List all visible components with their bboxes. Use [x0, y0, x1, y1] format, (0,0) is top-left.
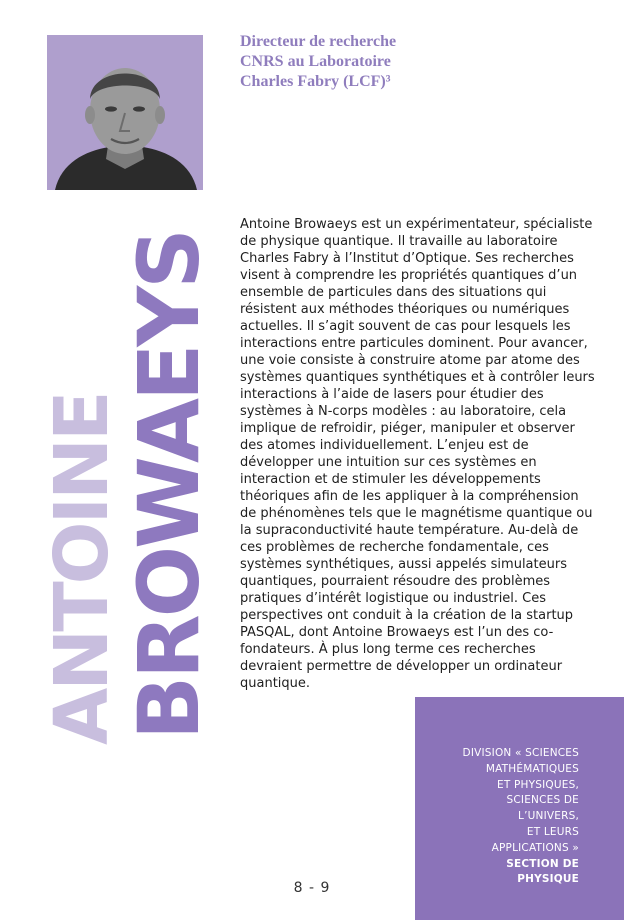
division-line: MATHÉMATIQUES	[485, 762, 579, 775]
division-line: L’UNIVERS,	[518, 810, 579, 823]
portrait-illustration	[47, 35, 203, 190]
section-line: PHYSIQUE	[517, 873, 579, 886]
first-name-vertical: ANTOINE	[39, 393, 125, 745]
job-title-line-3: Charles Fabry (LCF)³	[240, 73, 391, 90]
last-name-vertical: BROWAEYS	[120, 231, 218, 740]
job-title-line-2: CNRS au Laboratoire	[240, 53, 391, 70]
biography-text: Antoine Browaeys est un expérimentateur, spécialiste de physique quantique. Il travaille au laboratoire Charles Fabry à l’Institut d’Optique. Ses recherches visent à comprendre les propriétés quantiques d’un ensemble de particules dans des situations qui résistent aux méthodes théoriques ou numériques actuelles. Il s’agit souvent de cas pour lesquels les interactions entre particules dominent. Pour avancer, une voie consiste à construire atome par atome des systèmes quantiques synthétiques et à contrôler leurs interactions à l’aide de lasers pour étudier des systèmes à N-corps modèles : au laboratoire, cela implique de refroidir, piéger, manipuler et observer des atomes individuellement. L’enjeu est de développer une intuition sur ces systèmes en interaction et de stimuler les développements théoriques afin de les appliquer à la compréhension de phénomènes tels que le magnétisme quantique ou la supraconductivité haute température. Au-delà de ces problèmes de recherche fondamentale, ces systèmes synthétiques, aussi appelés simulateurs quantiques, pourraient résoudre des problèmes pratiques d’intérêt logistique ou industriel. Ces perspectives ont conduit à la création de la startup PASQAL, dont Antoine Browaeys est l’un des co-fondateurs. À plus long terme ces recherches devraient permettre de développer un ordinateur quantique.	[240, 217, 595, 691]
section-line: SECTION DE	[506, 857, 579, 870]
division-label	[399, 746, 579, 888]
division-line: ET LEURS	[526, 825, 579, 838]
job-title	[240, 32, 570, 92]
page-number: 8 - 9	[293, 880, 331, 896]
division-line: SCIENCES DE	[506, 794, 579, 807]
job-title-line-1: Directeur de recherche	[240, 33, 397, 50]
division-line: ET PHYSIQUES,	[497, 778, 579, 791]
portrait-photo	[47, 35, 203, 190]
division-line: APPLICATIONS »	[491, 841, 579, 854]
division-line: DIVISION « SCIENCES	[462, 747, 579, 759]
